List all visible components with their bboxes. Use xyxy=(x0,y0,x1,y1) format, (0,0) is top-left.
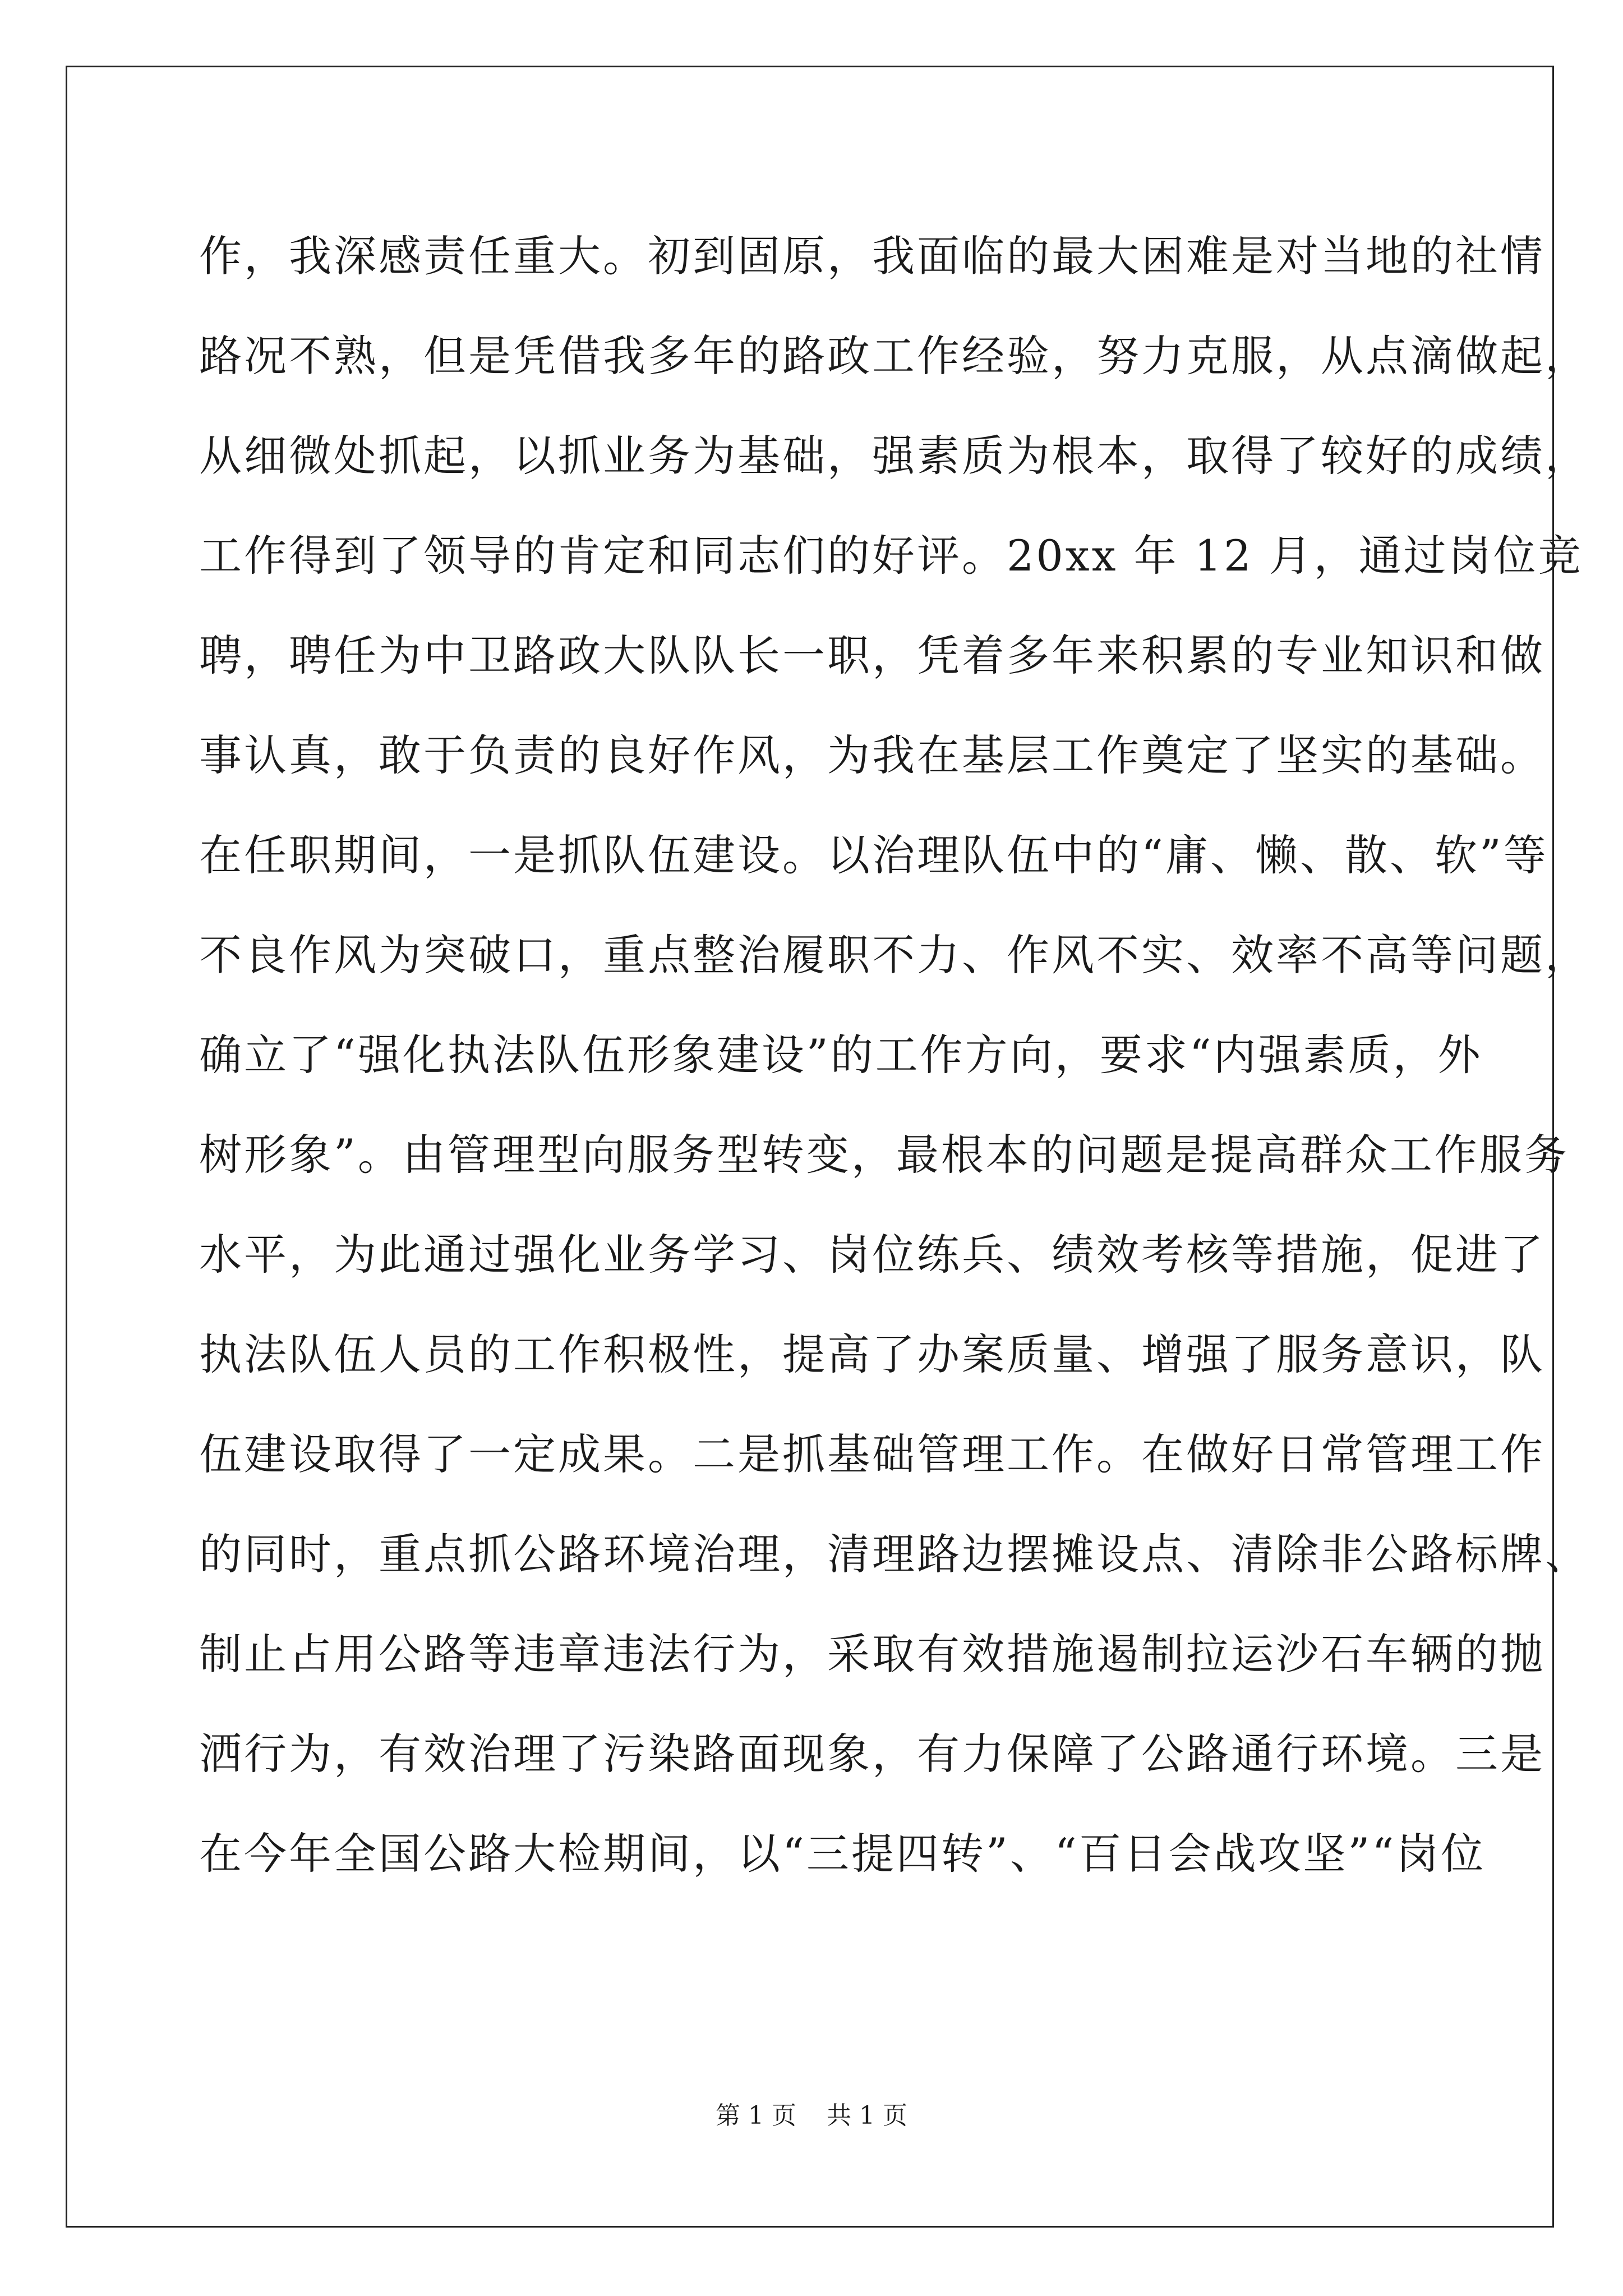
text-line: 洒行为，有效治理了污染路面现象，有力保障了公路通行环境。三是 xyxy=(199,1729,1545,1779)
text-line: 树形象”。由管理型向服务型转变，最根本的问题是提高群众工作服务 xyxy=(199,1130,1569,1180)
text-line: 不良作风为突破口，重点整治履职不力、作风不实、效率不高等问题， xyxy=(199,930,1590,980)
document-body xyxy=(199,206,1590,1904)
text-line: 确立了“强化执法队伍形象建设”的工作方向，要求“内强素质，外 xyxy=(199,1030,1483,1080)
text-line: 工作得到了领导的肯定和同志们的好评。20xx 年 12 月，通过岗位竞 xyxy=(199,531,1583,581)
text-line: 路况不熟，但是凭借我多年的路政工作经验，努力克服，从点滴做起， xyxy=(199,331,1590,381)
text-line: 在任职期间，一是抓队伍建设。以治理队伍中的“庸、懒、散、软”等 xyxy=(199,830,1548,880)
text-line: 聘，聘任为中卫路政大队队长一职，凭着多年来积累的专业知识和做 xyxy=(199,631,1545,680)
text-line: 执法队伍人员的工作积极性，提高了办案质量、增强了服务意识，队 xyxy=(199,1329,1545,1379)
page-total: 共 1 页 xyxy=(827,2101,907,2130)
text-line: 水平，为此通过强化业务学习、岗位练兵、绩效考核等措施，促进了 xyxy=(199,1230,1545,1280)
text-line: 从细微处抓起，以抓业务为基础，强素质为根本，取得了较好的成绩， xyxy=(199,431,1590,481)
page-footer xyxy=(0,2099,1623,2133)
text-line: 在今年全国公路大检期间，以“三提四转”、“百日会战攻坚”“岗位 xyxy=(199,1829,1486,1879)
text-line: 作，我深感责任重大。初到固原，我面临的最大困难是对当地的社情 xyxy=(199,231,1545,281)
text-line: 制止占用公路等违章违法行为，采取有效措施遏制拉运沙石车辆的抛 xyxy=(199,1629,1545,1679)
text-line: 事认真，敢于负责的良好作风，为我在基层工作奠定了坚实的基础。 xyxy=(199,730,1545,780)
text-line: 的同时，重点抓公路环境治理，清理路边摆摊设点、清除非公路标牌、 xyxy=(199,1529,1590,1579)
text-line: 伍建设取得了一定成果。二是抓基础管理工作。在做好日常管理工作 xyxy=(199,1429,1545,1479)
page-number: 第 1 页 xyxy=(716,2101,796,2130)
